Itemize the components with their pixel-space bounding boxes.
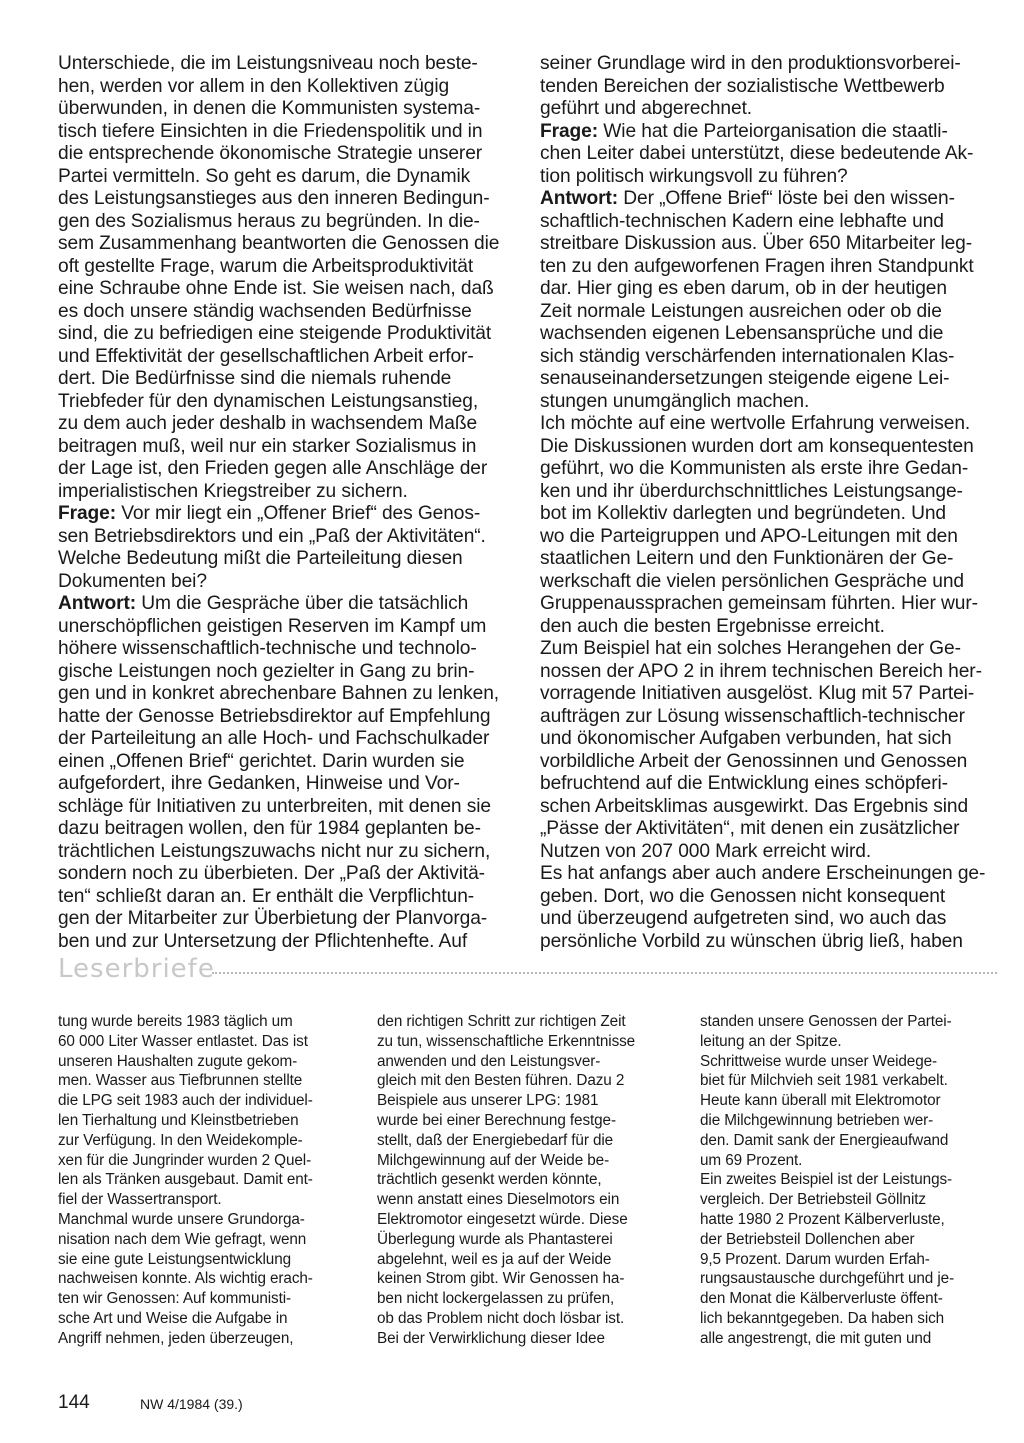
line-text: Wie hat die Parteiorganisation die staatli- <box>598 120 948 142</box>
line-text: aufträgen zur Lösung wissenschaftlich-technischer <box>540 705 965 727</box>
line-text: standen unsere Genossen der Partei- <box>700 1013 952 1030</box>
line-text: nossen der APO 2 in ihrem technischen Bereich her- <box>540 660 982 682</box>
line-text: wurde bei einer Berechnung festge- <box>377 1111 616 1129</box>
text-line <box>377 1052 669 1072</box>
line-text: Die Diskussionen wurden dort am konsequentesten <box>540 435 974 457</box>
text-line <box>700 1131 992 1151</box>
text-line <box>58 796 510 819</box>
line-text: Manchmal wurde unsere Grundorga- <box>58 1210 305 1228</box>
line-text: sche Art und Weise die Aufgabe in <box>58 1309 288 1327</box>
line-text: dar. Hier ging es eben darum, ob in der heutigen <box>540 278 947 299</box>
text-line <box>700 1190 992 1210</box>
line-text: sen Betriebsdirektors und ein „Paß der Aktivitäten“. <box>58 525 486 547</box>
text-line <box>58 1091 350 1111</box>
line-text: chen Leiter dabei unterstützt, diese bedeutende Ak- <box>540 143 974 164</box>
line-text: gleich mit den Besten führen. Dazu 2 <box>377 1072 625 1090</box>
text-line <box>540 166 992 189</box>
text-line <box>540 616 992 639</box>
line-text: ten“ schließt daran an. Er enthält die Verpflichtun- <box>58 885 475 907</box>
text-line <box>540 436 992 459</box>
text-line <box>540 53 992 76</box>
text-line <box>58 1131 350 1151</box>
line-text: leitung an der Spitze. <box>700 1032 842 1050</box>
text-line <box>377 1111 669 1131</box>
line-text: schläge für Initiativen zu unterbreiten, mit denen sie <box>58 795 491 817</box>
line-text: vorbildliche Arbeit der Genossinnen und Genossen <box>540 750 968 772</box>
text-line <box>700 1151 992 1171</box>
line-text: es doch unsere ständig wachsenden Bedürfnisse <box>58 300 472 322</box>
text-line <box>540 188 992 211</box>
text-line <box>58 1269 350 1289</box>
line-text: um 69 Prozent. <box>700 1151 803 1169</box>
line-text: ken und ihr überdurchschnittliches Leistungsange- <box>540 480 963 502</box>
line-text: vergleich. Der Betriebsteil Göllnitz <box>700 1191 926 1209</box>
text-line <box>58 1190 350 1210</box>
text-line <box>377 1250 669 1270</box>
line-text: der Lage ist, den Frieden gegen alle Anschläge der <box>58 458 488 479</box>
line-text: Ein zweites Beispiel ist der Leistungs- <box>700 1171 953 1189</box>
line-text: sind, die zu befriedigen eine steigende Produktivität <box>58 323 492 344</box>
text-line <box>540 886 992 909</box>
line-text: Milchgewinnung auf der Weide be- <box>377 1151 610 1169</box>
text-line <box>58 593 510 616</box>
text-line <box>58 1170 350 1190</box>
line-text: stungen unumgänglich machen. <box>540 390 810 412</box>
line-text: überwunden, in denen die Kommunisten systema- <box>58 98 481 119</box>
text-line <box>700 1210 992 1230</box>
text-line <box>540 368 992 391</box>
text-line <box>700 1111 992 1131</box>
line-text: fiel der Wassertransport. <box>58 1191 222 1209</box>
text-line <box>58 1289 350 1309</box>
line-text: schaftlich-technischen Kadern eine lebhafte und <box>540 210 944 232</box>
text-line <box>540 211 992 234</box>
text-line <box>58 211 510 234</box>
line-text: den auch die besten Ergebnisse erreicht. <box>540 615 885 637</box>
line-text: Gruppenaussprachen gemeinsam führten. Hier wur- <box>540 593 978 614</box>
line-text: Welche Bedeutung mißt die Parteileitung diesen <box>58 548 463 569</box>
line-text: gen des Sozialismus heraus zu begründen. In die- <box>58 210 480 232</box>
line-text: geführt, wo die Kommunisten als erste ihre Gedan- <box>540 458 969 479</box>
line-text: Zum Beispiel hat ein solches Herangehen der Ge- <box>540 638 961 659</box>
question-label: Frage: <box>540 120 599 142</box>
section-label: Leserbriefe <box>58 954 215 984</box>
text-line <box>377 1170 669 1190</box>
question-label: Frage: <box>58 503 117 524</box>
line-text: werkschaft die vielen persönlichen Gespräche und <box>540 570 964 592</box>
section-divider <box>212 972 997 974</box>
line-text: gen und in konkret abrechenbare Bahnen zu lenken, <box>58 683 500 704</box>
line-text: men. Wasser aus Tiefbrunnen stellte <box>58 1072 303 1090</box>
text-line <box>540 481 992 504</box>
text-line <box>540 683 992 706</box>
line-text: hatte 1980 2 Prozent Kälberverluste, <box>700 1210 945 1228</box>
text-line <box>58 751 510 774</box>
text-line <box>700 1170 992 1190</box>
text-line <box>58 323 510 346</box>
line-text: lich bekanntgegeben. Da haben sich <box>700 1309 945 1327</box>
line-text: imperialistischen Kriegstreiber zu sichern. <box>58 480 408 502</box>
line-text: aufgefordert, ihre Gedanken, Hinweise und Vor- <box>58 773 460 794</box>
line-text: dazu beitragen wollen, den für 1984 geplanten be- <box>58 818 481 839</box>
line-text: oft gestellte Frage, warum die Arbeitsproduktivität <box>58 255 474 277</box>
text-line <box>540 773 992 796</box>
line-text: dert. Die Bedürfnisse sind die niemals ruhende <box>58 368 452 389</box>
text-line <box>377 1091 669 1111</box>
text-line <box>58 458 510 481</box>
article-column-right <box>540 53 992 953</box>
article-column-left <box>58 53 510 953</box>
text-line <box>540 278 992 301</box>
text-line <box>58 706 510 729</box>
text-line <box>58 886 510 909</box>
text-line <box>58 863 510 886</box>
line-text: zu dem auch jeder deshalb in wachsendem Maße <box>58 413 478 434</box>
text-line <box>700 1309 992 1329</box>
line-text: len Tierhaltung und Kleinstbetrieben <box>58 1111 299 1129</box>
line-text: „Pässe der Aktivitäten“, mit denen ein zusätzlicher <box>540 818 960 839</box>
line-text: sich ständig verschärfenden internationalen Klas- <box>540 345 955 367</box>
question-label: Antwort: <box>58 593 137 614</box>
text-line <box>58 1329 350 1349</box>
line-text: unseren Haushalten zugute gekom- <box>58 1052 298 1070</box>
text-line <box>377 1151 669 1171</box>
text-line <box>58 548 510 571</box>
text-line <box>540 413 992 436</box>
line-text: der Betriebsteil Dollenchen aber <box>700 1230 915 1248</box>
line-text: wo die Parteigruppen und APO-Leitungen mit den <box>540 525 958 547</box>
line-text: sondern noch zu überbieten. Der „Paß der Aktivitä- <box>58 863 485 884</box>
line-text: Um die Gespräche über die tatsächlich <box>136 593 469 614</box>
text-line <box>700 1230 992 1250</box>
text-line <box>58 121 510 144</box>
text-line <box>58 571 510 594</box>
text-line <box>58 1151 350 1171</box>
line-text: tung wurde bereits 1983 täglich um <box>58 1013 293 1030</box>
text-line <box>377 1230 669 1250</box>
text-line <box>540 751 992 774</box>
text-line <box>58 1210 350 1230</box>
line-text: Der „Offene Brief“ löste bei den wissen- <box>618 188 955 209</box>
line-text: wenn anstatt eines Dieselmotors ein <box>377 1191 620 1209</box>
text-line <box>58 908 510 931</box>
text-line <box>58 53 510 76</box>
letters-column-3 <box>700 1012 992 1349</box>
line-text: höhere wissenschaftlich-technische und technolo- <box>58 638 477 659</box>
text-line <box>58 278 510 301</box>
line-text: nachweisen konnte. Als wichtig erach- <box>58 1270 313 1288</box>
line-text: len als Tränken ausgebaut. Damit ent- <box>58 1171 313 1189</box>
line-text: den Monat die Kälberverluste öffent- <box>700 1290 943 1308</box>
line-text: nisation nach dem Wie gefragt, wenn <box>58 1230 307 1248</box>
text-line <box>540 593 992 616</box>
line-text: eine Schraube ohne Ende ist. Sie weisen nach, daß <box>58 278 494 299</box>
line-text: geführt und abgerechnet. <box>540 98 753 119</box>
text-line <box>540 503 992 526</box>
text-line <box>540 121 992 144</box>
line-text: tenden Bereichen der sozialistische Wettbewerb <box>540 75 945 97</box>
text-line <box>377 1210 669 1230</box>
line-text: zur Verfügung. In den Weidekomple- <box>58 1131 303 1149</box>
line-text: keinen Strom gibt. Wir Genossen ha- <box>377 1270 625 1288</box>
text-line <box>540 571 992 594</box>
text-line <box>58 1012 350 1032</box>
line-text: den. Damit sank der Energieaufwand <box>700 1131 949 1149</box>
letters-column-2 <box>377 1012 669 1349</box>
line-text: Zeit normale Leistungen ausreichen oder ob die <box>540 300 942 322</box>
text-line <box>700 1091 992 1111</box>
text-line <box>540 233 992 256</box>
text-line <box>58 391 510 414</box>
text-line <box>58 773 510 796</box>
line-text: Partei vermitteln. So geht es darum, die Dynamik <box>58 165 471 187</box>
text-line <box>700 1071 992 1091</box>
line-text: Unterschiede, die im Leistungsniveau noch beste- <box>58 53 478 74</box>
text-line <box>58 728 510 751</box>
line-text: anwenden und den Leistungsver- <box>377 1052 601 1070</box>
line-text: abgelehnt, weil es ja auf der Weide <box>377 1250 612 1268</box>
line-text: ben und zur Untersetzung der Pflichtenhefte. Auf <box>58 930 468 952</box>
line-text: sem Zusammenhang beantworten die Genossen die <box>58 233 500 254</box>
text-line <box>58 256 510 279</box>
line-text: staatlichen Leitern und den Funktionären der Ge- <box>540 548 954 569</box>
text-line <box>540 818 992 841</box>
text-line <box>58 76 510 99</box>
line-text: Beispiele aus unserer LPG: 1981 <box>377 1092 599 1110</box>
line-text: beitragen muß, weil nur ein starker Sozialismus in <box>58 435 477 457</box>
text-line <box>58 436 510 459</box>
text-line <box>377 1309 669 1329</box>
text-line <box>58 1230 350 1250</box>
text-line <box>540 458 992 481</box>
line-text: des Leistungsanstieges aus den inneren Bedingun- <box>58 188 490 209</box>
line-text: Dokumenten bei? <box>58 570 207 592</box>
text-line <box>377 1190 669 1210</box>
line-text: ten zu den aufgeworfenen Fragen ihren Standpunkt <box>540 255 974 277</box>
text-line <box>540 346 992 369</box>
text-line <box>58 841 510 864</box>
text-line <box>540 323 992 346</box>
text-line <box>540 143 992 166</box>
text-line <box>58 683 510 706</box>
line-text: gen der Mitarbeiter zur Überbietung der Planvorga- <box>58 908 488 929</box>
text-line <box>700 1052 992 1072</box>
issue-reference: NW 4/1984 (39.) <box>140 1396 243 1412</box>
text-line <box>540 706 992 729</box>
line-text: und Effektivität der gesellschaftlichen Arbeit erfor- <box>58 345 474 367</box>
text-line <box>58 166 510 189</box>
line-text: Überlegung wurde als Phantasterei <box>377 1230 613 1248</box>
text-line <box>540 256 992 279</box>
line-text: Heute kann überall mit Elektromotor <box>700 1092 941 1110</box>
text-line <box>377 1289 669 1309</box>
text-line <box>540 301 992 324</box>
text-line <box>58 143 510 166</box>
line-text: Elektromotor eingesetzt würde. Diese <box>377 1210 628 1228</box>
line-text: hatte der Genosse Betriebsdirektor auf Empfehlung <box>58 705 491 727</box>
text-line <box>540 931 992 954</box>
line-text: unerschöpflichen geistigen Reserven im Kampf um <box>58 615 487 637</box>
text-line <box>540 728 992 751</box>
text-line <box>700 1012 992 1032</box>
text-line <box>540 863 992 886</box>
text-line <box>58 301 510 324</box>
text-line <box>58 233 510 256</box>
text-line <box>540 391 992 414</box>
line-text: zu tun, wissenschaftliche Erkenntnisse <box>377 1032 636 1050</box>
line-text: vorragende Initiativen ausgelöst. Klug mit 57 Partei- <box>540 683 975 704</box>
line-text: tisch tiefere Einsichten in die Friedenspolitik und in <box>58 120 483 142</box>
line-text: Angriff nehmen, jeden überzeugen, <box>58 1329 294 1347</box>
text-line <box>540 661 992 684</box>
line-text: xen für die Jungrinder wurden 2 Quel- <box>58 1151 312 1169</box>
line-text: und ökonomischer Aufgaben verbunden, hat sich <box>540 728 952 749</box>
line-text: ten wir Genossen: Auf kommunisti- <box>58 1290 292 1308</box>
line-text: Vor mir liegt ein „Offener Brief“ des Genos- <box>116 503 481 524</box>
text-line <box>58 188 510 211</box>
line-text: 60 000 Liter Wasser entlastet. Das ist <box>58 1032 308 1050</box>
line-text: trächtlichen Leistungszuwachs nicht nur zu sichern, <box>58 840 491 862</box>
text-line <box>540 638 992 661</box>
line-text: Nutzen von 207 000 Mark erreicht wird. <box>540 840 872 862</box>
line-text: gische Leistungen noch gezielter in Gang zu brin- <box>58 660 475 682</box>
text-line <box>58 1071 350 1091</box>
line-text: Es hat anfangs aber auch andere Erscheinungen ge- <box>540 863 986 884</box>
text-line <box>377 1032 669 1052</box>
line-text: wachsenden eigenen Lebensansprüche und die <box>540 323 944 344</box>
text-line <box>700 1250 992 1270</box>
text-line <box>58 526 510 549</box>
text-line <box>540 76 992 99</box>
text-line <box>540 841 992 864</box>
text-line <box>377 1071 669 1091</box>
text-line <box>700 1329 992 1349</box>
text-line <box>377 1329 669 1349</box>
line-text: bot im Kollektiv darlegten und begründeten. Und <box>540 503 946 524</box>
line-text: Ich möchte auf eine wertvolle Erfahrung verweisen. <box>540 413 971 434</box>
line-text: streitbare Diskussion aus. Über 650 Mitarbeiter leg- <box>540 233 973 254</box>
text-line <box>58 616 510 639</box>
line-text: rungsaustausche durchgeführt und je- <box>700 1270 955 1288</box>
line-text: geben. Dort, wo die Genossen nicht konsequent <box>540 885 946 907</box>
text-line <box>58 346 510 369</box>
text-line <box>377 1012 669 1032</box>
letters-column-1 <box>58 1012 350 1349</box>
line-text: senauseinandersetzungen steigende eigene Lei- <box>540 368 950 389</box>
line-text: biet für Milchvieh seit 1981 verkabelt. <box>700 1072 948 1090</box>
question-label: Antwort: <box>540 188 619 209</box>
text-line <box>58 1052 350 1072</box>
text-line <box>58 98 510 121</box>
text-line <box>58 818 510 841</box>
text-line <box>700 1032 992 1052</box>
text-line <box>58 931 510 954</box>
line-text: Triebfeder für den dynamischen Leistungsanstieg, <box>58 390 479 412</box>
text-line <box>540 548 992 571</box>
text-line <box>377 1131 669 1151</box>
line-text: 9,5 Prozent. Darum wurden Erfah- <box>700 1250 930 1268</box>
page-number: 144 <box>58 1392 90 1413</box>
line-text: alle angestrengt, die mit guten und <box>700 1329 932 1347</box>
text-line <box>58 1309 350 1329</box>
text-line <box>540 908 992 931</box>
text-line <box>540 526 992 549</box>
line-text: einen „Offenen Brief“ gerichtet. Darin wurden sie <box>58 750 465 772</box>
line-text: trächtlich gesenkt werden könnte, <box>377 1171 602 1189</box>
text-line <box>58 1032 350 1052</box>
text-line <box>700 1289 992 1309</box>
text-line <box>58 1250 350 1270</box>
line-text: ob das Problem nicht doch lösbar ist. <box>377 1309 625 1327</box>
line-text: den richtigen Schritt zur richtigen Zeit <box>377 1013 626 1030</box>
text-line <box>540 796 992 819</box>
text-line <box>540 98 992 121</box>
text-line <box>377 1269 669 1289</box>
line-text: und überzeugend aufgetreten sind, wo auch das <box>540 908 947 929</box>
line-text: Schrittweise wurde unser Weidege- <box>700 1052 938 1070</box>
line-text: ben nicht lockergelassen zu prüfen, <box>377 1290 615 1308</box>
line-text: befruchtend auf die Entwicklung eines schöpferi- <box>540 773 948 794</box>
line-text: Bei der Verwirklichung dieser Idee <box>377 1329 605 1347</box>
text-line <box>58 661 510 684</box>
line-text: schen Arbeitsklimas ausgewirkt. Das Ergebnis sind <box>540 795 969 817</box>
line-text: die LPG seit 1983 auch der individuel- <box>58 1092 313 1110</box>
line-text: die Milchgewinnung betrieben wer- <box>700 1111 934 1129</box>
text-line <box>58 638 510 661</box>
line-text: der Parteileitung an alle Hoch- und Fachschulkader <box>58 728 490 749</box>
line-text: tion politisch wirkungsvoll zu führen? <box>540 165 848 187</box>
text-line <box>58 368 510 391</box>
line-text: die entsprechende ökonomische Strategie unserer <box>58 143 483 164</box>
line-text: stellt, daß der Energiebedarf für die <box>377 1131 614 1149</box>
text-line <box>58 1111 350 1131</box>
text-line <box>58 481 510 504</box>
line-text: seiner Grundlage wird in den produktionsvorberei- <box>540 53 961 74</box>
text-line <box>58 503 510 526</box>
text-line <box>700 1269 992 1289</box>
line-text: hen, werden vor allem in den Kollektiven zügig <box>58 75 450 97</box>
line-text: persönliche Vorbild zu wünschen übrig ließ, haben <box>540 930 963 952</box>
line-text: sie eine gute Leistungsentwicklung <box>58 1250 292 1268</box>
text-line <box>58 413 510 436</box>
